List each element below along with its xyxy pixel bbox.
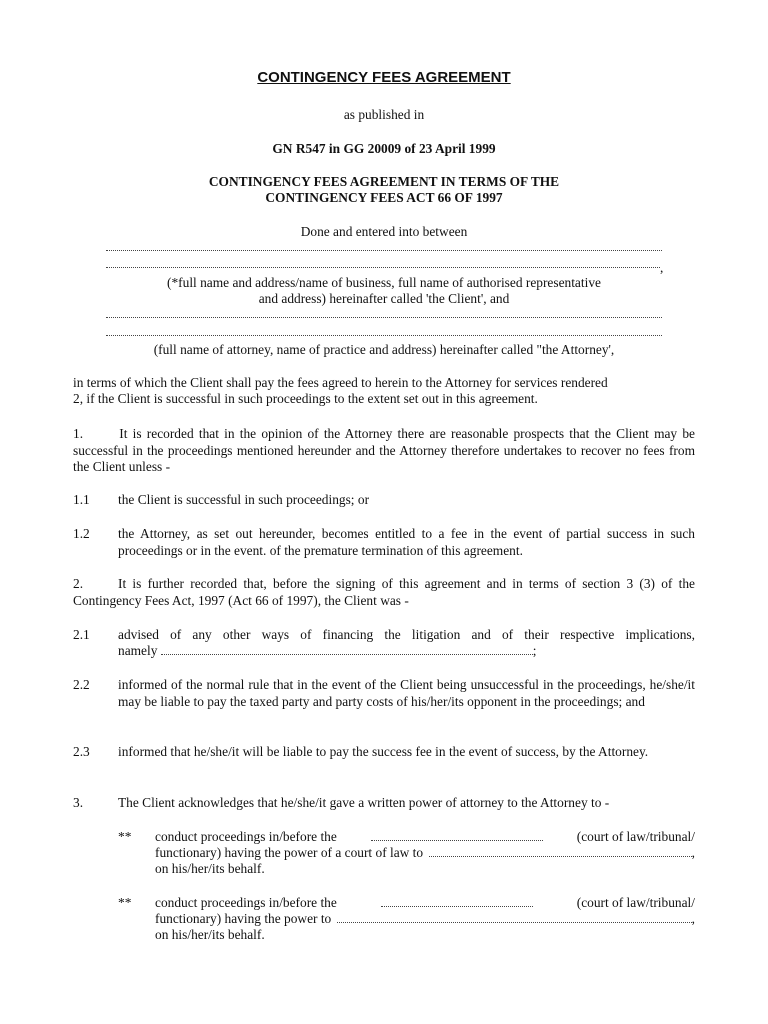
bullet-2-text-e: on his/her/its behalf. <box>155 927 265 942</box>
bullet-2-text-b: (court of law/tribunal/ <box>576 895 695 910</box>
bullet-1-text-e: on his/her/its behalf. <box>155 861 265 876</box>
clause-2-number: 2. <box>73 576 84 591</box>
bullet-2-text-a: conduct proceedings in/before the <box>155 895 337 910</box>
client-fill-line-1 <box>106 242 662 251</box>
court-fill-line-2 <box>381 896 533 907</box>
bullet-2-line-1 <box>155 895 695 912</box>
clause-1-2-text: the Attorney, as set out hereunder, becomes entitled to a fee in the event of partial success in such proceedings or in the event. of the premature termination of this agreement. <box>118 526 695 558</box>
intro-line-1: in terms of which the Client shall pay the fees agreed to herein to the Attorney for services rendered <box>73 375 608 390</box>
bullet-1-mark: ** <box>118 829 132 844</box>
clause-2-1-number: 2.1 <box>73 627 90 642</box>
namely-fill-line <box>161 644 533 655</box>
clause-2-1-line-1: advised of any other ways of financing the litigation and of their respective implications, <box>118 627 695 642</box>
clause-1-2-number: 1.2 <box>73 526 90 541</box>
clause-2-1-namely: namely <box>118 643 158 658</box>
heading-line-2: CONTINGENCY FEES ACT 66 OF 1997 <box>265 190 503 205</box>
clause-1-text: It is recorded that in the opinion of the Attorney there are reasonable prospects that the Client may be successful in the proceedings mentioned hereunder and the Attorney therefore undertakes to recover no fees from the Client unless - <box>73 426 695 474</box>
clause-2-2-number: 2.2 <box>73 677 90 692</box>
bullet-2-text-d: , <box>691 911 695 926</box>
bullet-1-text-d: , <box>691 845 695 860</box>
clause-2-3-number: 2.3 <box>73 744 90 759</box>
bullet-2-text-c: functionary) having the power to <box>155 911 332 926</box>
published-note: as published in <box>343 107 425 122</box>
court-fill-line-1 <box>371 830 543 841</box>
client-note-line-1: (*full name and address/name of business, full name of authorised representative <box>167 275 601 290</box>
clause-2-3-text: informed that he/she/it will be liable to pay the success fee in the event of success, by the Attorney. <box>118 744 649 759</box>
done-entered-line: Done and entered into between <box>300 224 468 239</box>
client-fill-line-2 <box>106 259 660 268</box>
gazette-reference: GN R547 in GG 20009 of 23 April 1999 <box>272 141 496 156</box>
clause-3-number: 3. <box>73 795 84 810</box>
clause-1-number: 1. <box>73 426 84 441</box>
bullet-2-line-2 <box>155 911 695 928</box>
clause-1-1-text: the Client is successful in such proceedings; or <box>118 492 370 507</box>
power-fill-line-1 <box>429 846 692 857</box>
bullet-1-line-1 <box>155 829 695 846</box>
attorney-fill-line-2 <box>106 327 662 336</box>
bullet-1-text-c: functionary) having the power of a court of law to <box>155 845 424 860</box>
attorney-fill-line-1 <box>106 309 662 318</box>
clause-1-1-number: 1.1 <box>73 492 90 507</box>
clause-3-text: The Client acknowledges that he/she/it gave a written power of attorney to the Attorney to - <box>118 795 610 810</box>
clause-2-1-line-2 <box>118 643 695 660</box>
client-line-comma: , <box>660 260 664 275</box>
attorney-note: (full name of attorney, name of practice and address) hereinafter called "the Attorney', <box>153 342 615 357</box>
intro-line-2: 2, if the Client is successful in such proceedings to the extent set out in this agreement. <box>73 391 538 406</box>
clause-1 <box>73 426 695 476</box>
document-title: CONTINGENCY FEES AGREEMENT <box>257 69 511 86</box>
clause-2-text: It is further recorded that, before the signing of this agreement and in terms of section 3 (3) of the Contingency Fees Act, 1997 (Act 66 of 1997), the Client was - <box>73 576 695 608</box>
clause-2-2-text: informed of the normal rule that in the event of the Client being unsuccessful in the proceedings, he/she/it may be liable to pay the taxed party and party costs of his/her/its opponent in the proceedings; and <box>118 677 695 709</box>
power-fill-line-2 <box>337 912 691 923</box>
bullet-2-mark: ** <box>118 895 132 910</box>
bullet-1-text-a: conduct proceedings in/before the <box>155 829 337 844</box>
clause-2-1-end: ; <box>532 643 537 658</box>
bullet-1-text-b: (court of law/tribunal/ <box>576 829 695 844</box>
client-note-line-2: and address) hereinafter called 'the Client', and <box>258 291 510 306</box>
heading-line-1: CONTINGENCY FEES AGREEMENT IN TERMS OF THE <box>208 174 560 189</box>
bullet-1-line-2 <box>155 845 695 862</box>
